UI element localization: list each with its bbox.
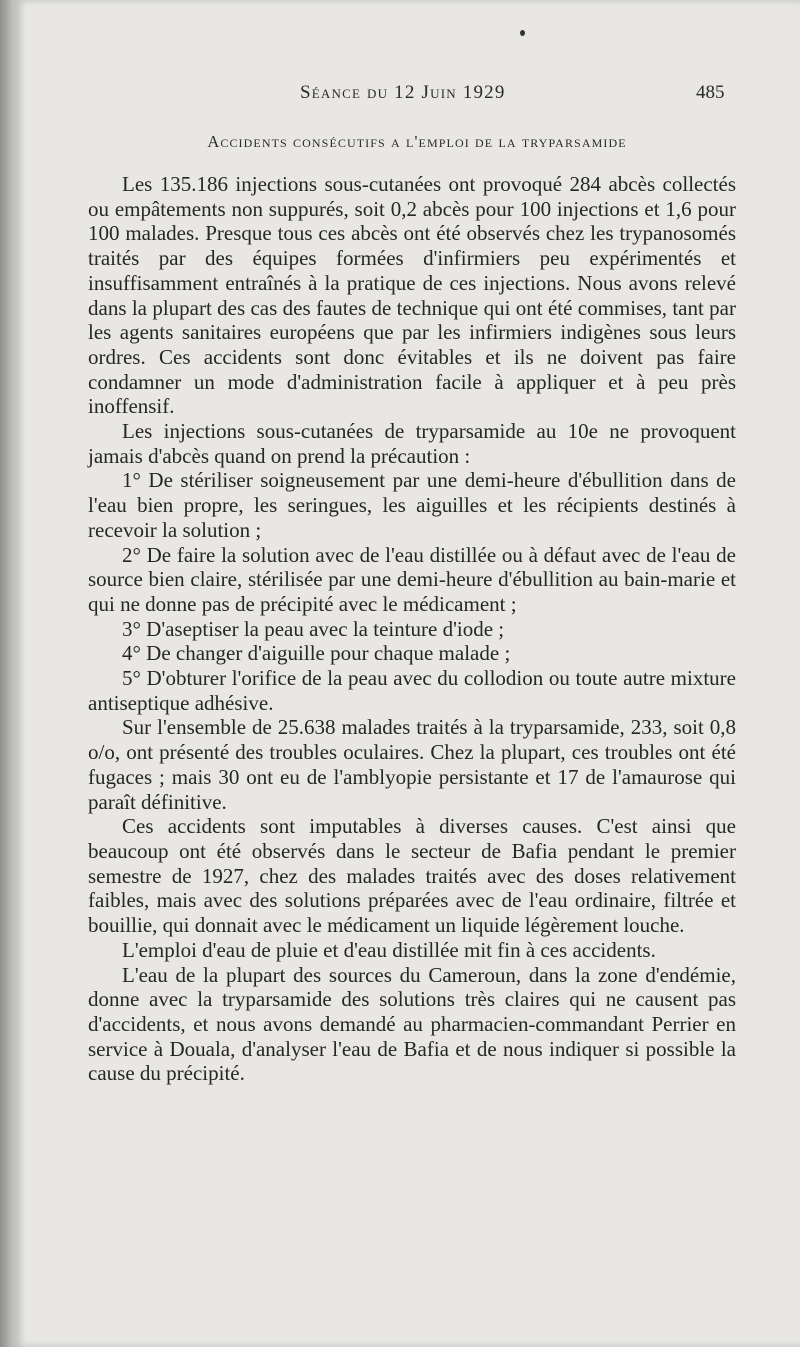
paragraph: 1° De stériliser soigneusement par une demi-heure d'ébullition dans de l'eau bien propre, les seringues, les aiguilles et les récipients destinés à recevoir la solution ; [88, 468, 736, 542]
book-page [14, 0, 800, 1347]
paragraph: Sur l'ensemble de 25.638 malades traités à la tryparsamide, 233, soit 0,8 o/o, ont présenté des troubles oculaires. Chez la plupart, ces troubles ont été fugaces ; mais 30 ont eu de l'amblyopie persistante et 17 de l'amaurose qui paraît définitive. [88, 715, 736, 814]
paragraph: L'eau de la plupart des sources du Cameroun, dans la zone d'endémie, donne avec la tryparsamide des solutions très claires qui ne causent pas d'accidents, et nous avons demandé au pharmacien-commandant Perrier en service à Douala, d'analyser l'eau de Bafia et de nous indiquer si possible la cause du précipité. [88, 962, 736, 1086]
paragraph: 5° D'obturer l'orifice de la peau avec du collodion ou toute autre mixture antiseptique adhésive. [88, 666, 736, 715]
body-text [88, 172, 736, 1086]
paragraph: Les injections sous-cutanées de tryparsamide au 10e ne provoquent jamais d'abcès quand on prend la précaution : [88, 419, 736, 468]
section-title: Accidents consécutifs a l'emploi de la tryparsamide [207, 132, 627, 151]
page-number: 485 [696, 82, 725, 103]
paragraph: 2° De faire la solution avec de l'eau distillée ou à défaut avec de l'eau de source bien claire, stérilisée par une demi-heure d'ébullition au bain-marie et qui ne donne pas de précipité avec le médicament ; [88, 542, 736, 616]
paragraph: 3° D'aseptiser la peau avec la teinture d'iode ; [122, 616, 505, 641]
page-gutter-shadow [0, 0, 14, 1347]
paragraph: Ces accidents sont imputables à diverses causes. C'est ainsi que beaucoup ont été observés dans le secteur de Bafia pendant le premier semestre de 1927, chez des malades traités avec des doses relativement faibles, mais avec des solutions préparées avec de l'eau ordinaire, filtrée et bouillie, qui donnait avec le médicament un liquide légèrement louche. [88, 814, 736, 938]
ink-speck [520, 30, 525, 36]
paragraph: L'emploi d'eau de pluie et d'eau distillée mit fin à ces accidents. [122, 937, 656, 962]
paragraph: Les 135.186 injections sous-cutanées ont provoqué 284 abcès collectés ou empâtements non suppurés, soit 0,2 abcès pour 100 injections et 1,6 pour 100 malades. Presque tous ces abcès ont été observés chez les trypanosomés traités par des équipes formées d'infirmiers peu expérimentés et insuffisamment entraînés à la pratique de ces injections. Nous avons relevé dans la plupart des cas des fautes de technique qui ont été commises, tant par les agents sanitaires européens que par les infirmiers indigènes sous leurs ordres. Ces accidents sont donc évitables et ils ne doivent pas faire condamner un mode d'administration facile à appliquer et à peu près inoffensif. [88, 172, 736, 419]
paragraph: 4° De changer d'aiguille pour chaque malade ; [122, 641, 511, 666]
running-head: Séance du 12 Juin 1929 [300, 82, 506, 103]
page-header [14, 82, 800, 112]
